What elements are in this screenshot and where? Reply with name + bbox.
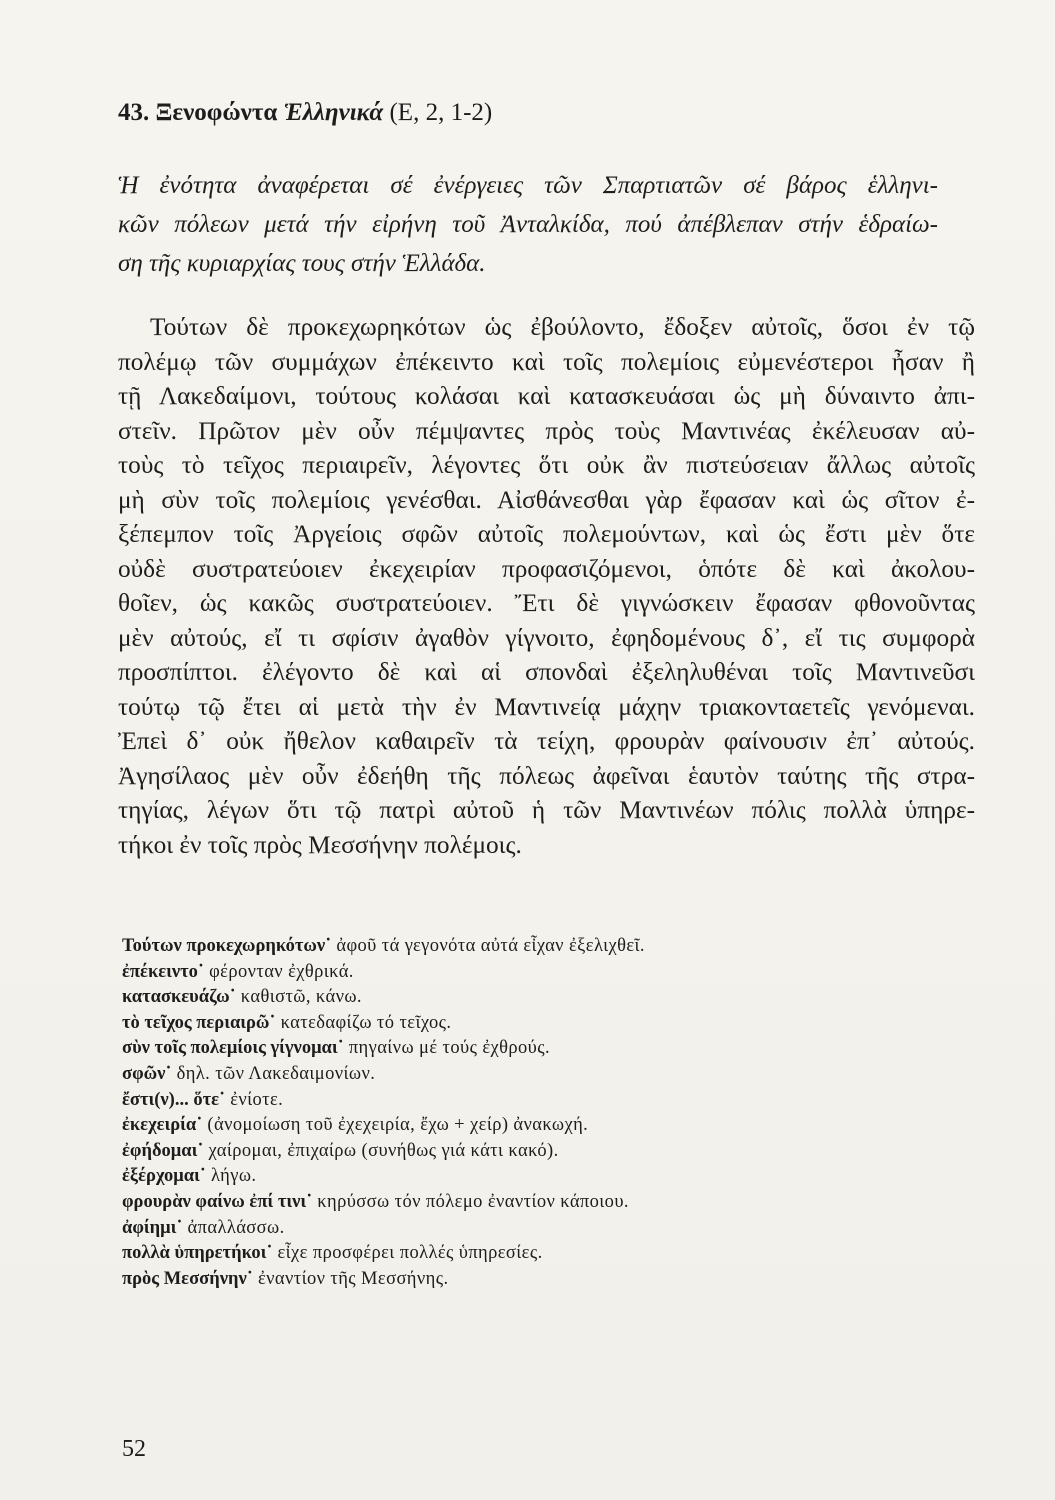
work-reference: (Ε, 2, 1-2) — [389, 99, 493, 126]
passage-line: ξέπεμπον τοῖς Ἀργείοις σφῶν αὐτοῖς πολεμούντων, καὶ ὡς ἔστι μὲν ὅτε — [118, 520, 975, 548]
glossary-term: σφῶν˙ — [122, 1063, 172, 1084]
glossary-term: πρὸς Μεσσήνην˙ — [122, 1268, 253, 1289]
glossary-term: ἐπέκειντο˙ — [122, 961, 205, 982]
glossary-entry — [122, 985, 902, 1011]
glossary-definition: εἶχε προσφέρει πολλές ὑπηρεσίες. — [272, 1243, 543, 1264]
page-number: 52 — [122, 1436, 146, 1462]
glossary-term: σὺν τοῖς πολεμίοις γίγνομαι˙ — [122, 1038, 344, 1059]
glossary-entry — [122, 1216, 902, 1242]
glossary-definition: ἐνίοτε. — [225, 1089, 284, 1110]
glossary-definition: ἀφοῦ τά γεγονότα αὐτά εἶχαν ἐξελιχθεῖ. — [331, 936, 645, 956]
glossary-entry — [122, 1088, 902, 1114]
passage-line: Ἐπεὶ δ᾽ οὐκ ἤθελον καθαιρεῖν τὰ τείχη, φρουρὰν φαίνουσιν ἐπ᾽ αὐτούς. — [118, 727, 975, 755]
passage-line: μὲν αὐτούς, εἴ τι σφίσιν ἀγαθὸν γίγνοιτο, ἐφηδομένους δ᾽, εἴ τις συμφορὰ — [118, 623, 975, 652]
passage-line: στεῖν. Πρῶτον μὲν οὖν πέμψαντες πρὸς τοὺς Μαντινέας ἐκέλευσαν αὐ- — [118, 416, 975, 445]
passage-line: τῇ Λακεδαίμονι, τούτους κολάσαι καὶ κατασκευάσαι ὡς μὴ δύναιντο ἀπι- — [118, 382, 975, 410]
glossary-definition: δηλ. τῶν Λακεδαιμονίων. — [171, 1063, 376, 1084]
glossary-term: φρουρὰν φαίνω ἐπί τινι˙ — [122, 1191, 313, 1212]
section-heading — [118, 95, 938, 131]
glossary-entry — [122, 1139, 902, 1165]
glossary-entry — [122, 1267, 902, 1293]
intro-line: κῶν πόλεων μετά τήν εἰρήνη τοῦ Ἀνταλκίδα, πού ἀπέβλεπαν στήν ἑδραίω- — [118, 211, 938, 238]
passage-line: μὴ σὺν τοῖς πολεμίοις γενέσθαι. Αἰσθάνεσθαι γὰρ ἔφασαν καὶ ὡς σῖτον ἐ- — [118, 485, 975, 514]
glossary-entry — [122, 1241, 902, 1267]
passage-line: τήκοι ἐν τοῖς πρὸς Μεσσήνην πολέμοις. — [118, 830, 522, 859]
glossary-term: ἀφίημι˙ — [122, 1217, 183, 1238]
author-name: Ξενοφώντα — [155, 99, 278, 126]
passage-line: οὐδὲ συστρατεύοιεν ἐκεχειρίαν προφασιζόμενοι, ὁπότε δὲ καὶ ἀκολου- — [118, 554, 975, 583]
glossary-entry — [122, 934, 902, 960]
glossary-entry — [122, 960, 902, 986]
glossary-term: πολλὰ ὑπηρετήκοι˙ — [122, 1243, 273, 1264]
glossary-term: ἔστι(ν)... ὅτε˙ — [122, 1089, 226, 1110]
glossary-definition: χαίρομαι, ἐπιχαίρω (συνήθως γιά κάτι κακό). — [203, 1140, 559, 1161]
passage-line: πολέμῳ τῶν συμμάχων ἐπέκειντο καὶ τοῖς πολεμίοις εὐμενέστεροι ἦσαν ἢ — [118, 347, 975, 376]
intro-line: Ἡ ἐνότητα ἀναφέρεται σέ ἐνέργειες τῶν Σπαρτιατῶν σέ βάρος ἑλληνι- — [118, 172, 938, 199]
glossary-term: ἐφήδομαι˙ — [122, 1140, 204, 1161]
glossary-term: ἐκεχειρία˙ — [122, 1115, 203, 1136]
section-number: 43. — [118, 99, 150, 126]
glossary-term: τὸ τεῖχος περιαιρῶ˙ — [122, 1012, 276, 1033]
passage-line: τηγίας, λέγων ὅτι τῷ πατρὶ αὐτοῦ ἡ τῶν Μαντινέων πόλις πολλὰ ὑπηρε- — [118, 796, 975, 824]
passage-line: θοῖεν, ὡς κακῶς συστρατεύοιεν. Ἔτι δὲ γιγνώσκειν ἔφασαν φθονοῦντας — [118, 589, 975, 617]
glossary-entry — [122, 1062, 902, 1088]
glossary-entry — [122, 1011, 902, 1037]
glossary-definition: ἐναντίον τῆς Μεσσήνης. — [252, 1268, 449, 1289]
passage-line: Τούτων δὲ προκεχωρηκότων ὡς ἐβούλοντο, ἔδοξεν αὐτοῖς, ὅσοι ἐν τῷ — [150, 313, 975, 341]
passage-line: προσπίπτοι. ἐλέγοντο δὲ καὶ αἱ σπονδαὶ ἐξεληλυθέναι τοῖς Μαντινεῦσι — [118, 658, 975, 686]
glossary-term: Τούτων προκεχωρηκότων˙ — [122, 936, 332, 956]
glossary-definition: φέρονταν ἐχθρικά. — [204, 961, 354, 982]
glossary-definition: (ἀνομοίωση τοῦ ἐχεχειρία, ἔχω + χείρ) ἀνακωχή. — [202, 1115, 589, 1136]
glossary-term: ἐξέρχομαι˙ — [122, 1166, 206, 1187]
passage-line: τούτῳ τῷ ἔτει αἱ μετὰ τὴν ἐν Μαντινείᾳ μάχην τριακονταετεῖς γενόμεναι. — [118, 692, 975, 721]
glossary-entry — [122, 1190, 902, 1216]
glossary-definition: ἀπαλλάσσω. — [182, 1217, 285, 1238]
intro-line: ση τῆς κυριαρχίας τους στήν Ἑλλάδα. — [118, 250, 486, 277]
passage-line: τοὺς τὸ τεῖχος περιαιρεῖν, λέγοντες ὅτι οὐκ ἂν πιστεύσειαν ἄλλως αὐτοῖς — [118, 451, 975, 479]
glossary-definition: κηρύσσω τόν πόλεμο ἐναντίον κάποιου. — [312, 1191, 629, 1212]
work-title: Ἑλληνικά — [283, 99, 384, 126]
passage-line: Ἀγησίλαος μὲν οὖν ἐδεήθη τῆς πόλεως ἀφεῖναι ἑαυτὸν ταύτης τῆς στρα- — [118, 761, 975, 790]
glossary-definition: κατεδαφίζω τό τεῖχος. — [275, 1012, 452, 1033]
introduction — [118, 166, 938, 283]
ancient-text-passage — [118, 310, 975, 862]
glossary-entry — [122, 1164, 902, 1190]
glossary-definition: λήγω. — [205, 1166, 257, 1187]
glossary-entry — [122, 1113, 902, 1139]
glossary-term: κατασκευάζω˙ — [122, 987, 236, 1008]
glossary-definition: πηγαίνω μέ τούς ἐχθρούς. — [343, 1038, 550, 1059]
glossary-entry — [122, 1036, 902, 1062]
glossary — [122, 934, 902, 1292]
glossary-definition: καθιστῶ, κάνω. — [235, 987, 362, 1008]
